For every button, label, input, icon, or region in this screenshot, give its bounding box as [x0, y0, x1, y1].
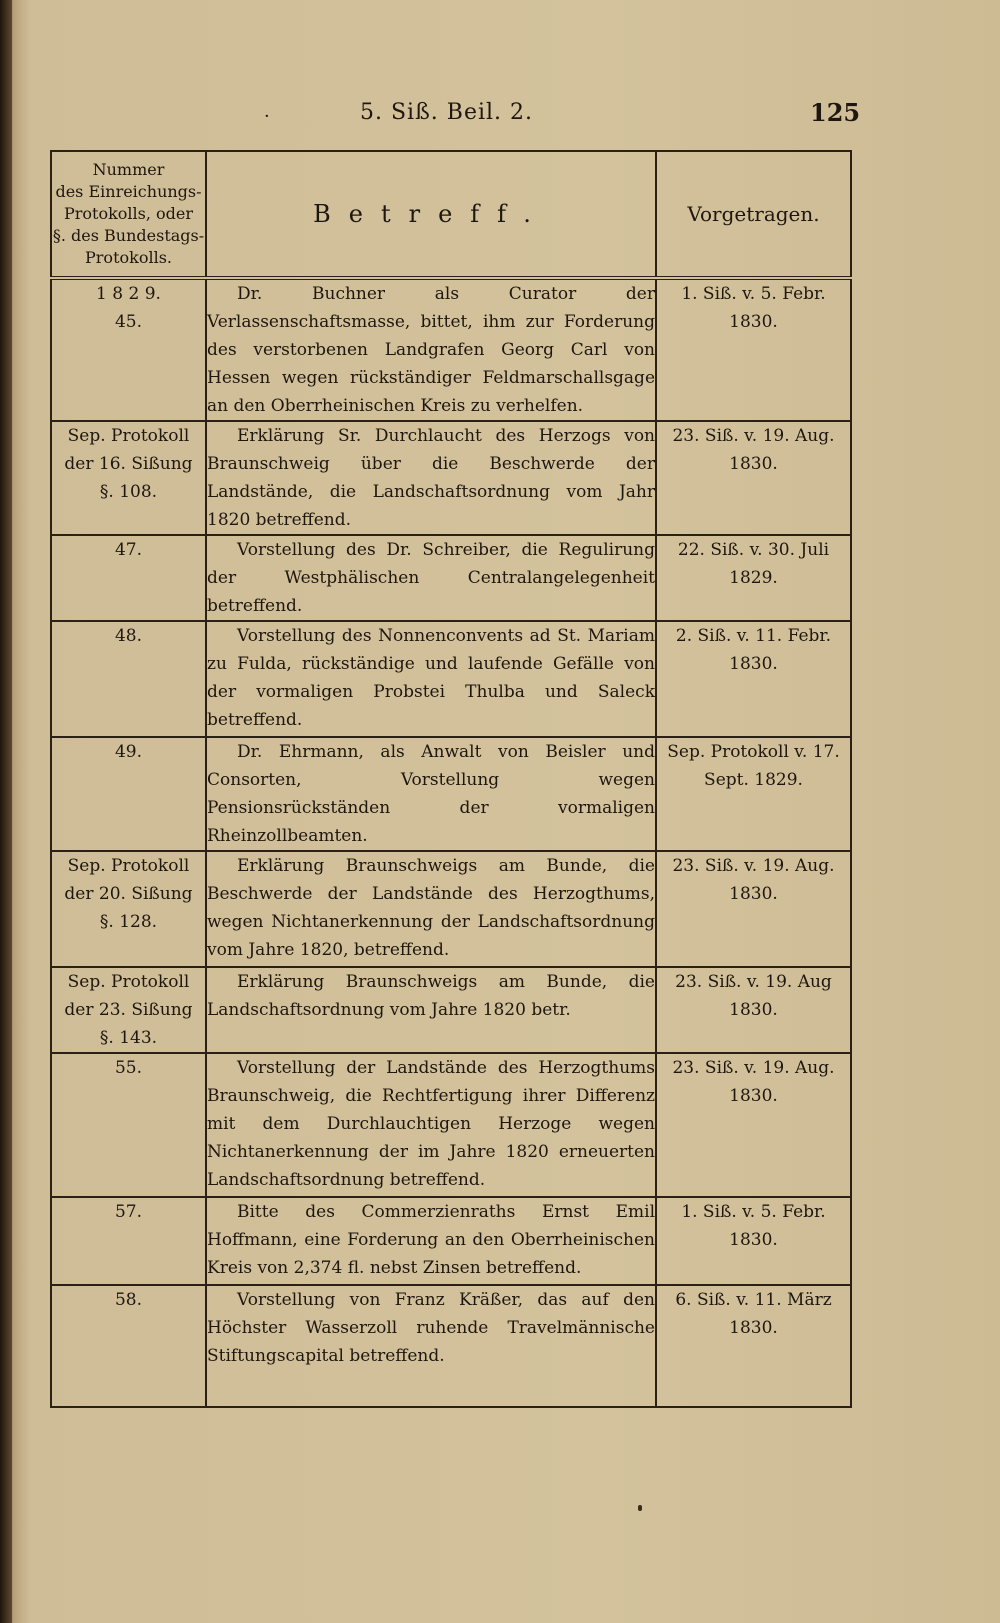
entry-presented — [656, 1053, 851, 1197]
table-row — [51, 737, 851, 851]
entry-subject: Vorstellung von Franz Kräßer, das auf den Höchster Wasserzoll ruhende Travelmännische Stiftungscapital betreffend. — [206, 1285, 656, 1407]
entry-number-line: §. 128. — [99, 912, 158, 932]
entry-presented — [656, 421, 851, 535]
entry-number-line: 55. — [114, 1058, 143, 1078]
entry-number-line: Sep. Protokoll — [67, 426, 190, 446]
entry-subject: Vorstellung des Nonnenconvents ad St. Mariam zu Fulda, rückständige und laufende Gefälle von der vormaligen Probstei Thulba und Saleck betreffend. — [206, 621, 656, 737]
presented-line: 1830. — [729, 654, 778, 674]
header-subject-column: Betreff. — [206, 151, 656, 278]
book-spine-shadow — [0, 0, 12, 1623]
entry-number-line: 58. — [114, 1290, 143, 1310]
entry-subject: Dr. Ehrmann, als Anwalt von Beisler und Consorten, Vorstellung wegen Pensionsrückständen der vormaligen Rheinzollbeamten. — [206, 737, 656, 851]
table-row — [51, 967, 851, 1053]
ink-speck — [638, 1505, 642, 1511]
presented-line: 1. Siß. v. 5. Febr. — [681, 284, 826, 304]
header-presented-column: Vorgetragen. — [656, 151, 851, 278]
entry-number — [51, 535, 206, 621]
presented-line: 1830. — [729, 454, 778, 474]
presented-line: Sep. Protokoll v. 17. — [667, 742, 840, 762]
entry-number-line: 45. — [114, 312, 143, 332]
table-row — [51, 1053, 851, 1197]
entry-number-line: 48. — [114, 626, 143, 646]
presented-line: 22. Siß. v. 30. Juli — [677, 540, 830, 560]
presented-line: 2. Siß. v. 11. Febr. — [675, 626, 832, 646]
table-row — [51, 621, 851, 737]
entry-number — [51, 421, 206, 535]
table-row — [51, 278, 851, 421]
header-number-line: Protokolls. — [85, 248, 172, 267]
entry-presented — [656, 851, 851, 967]
entry-number-line: 57. — [114, 1202, 143, 1222]
table-row — [51, 1285, 851, 1407]
entry-number — [51, 621, 206, 737]
entry-subject: Erklärung Braunschweigs am Bunde, die Landschaftsordnung vom Jahre 1820 betr. — [206, 967, 656, 1053]
presented-line: 23. Siß. v. 19. Aug — [675, 972, 832, 992]
table-row — [51, 421, 851, 535]
presented-line: 1830. — [729, 1318, 778, 1338]
presented-line: Sept. 1829. — [704, 770, 803, 790]
presented-line: 1830. — [729, 1086, 778, 1106]
entry-number — [51, 1197, 206, 1285]
entry-number — [51, 278, 206, 421]
entry-number-line: der 20. Sißung — [64, 884, 193, 904]
header-number-line: des Einreichungs- — [55, 182, 202, 201]
register-table — [50, 150, 852, 1408]
page-number: 125 — [810, 98, 861, 127]
header-number-line: Nummer — [92, 160, 165, 179]
presented-line: 23. Siß. v. 19. Aug. — [672, 1058, 835, 1078]
entry-number — [51, 967, 206, 1053]
entry-subject: Vorstellung des Dr. Schreiber, die Regulirung der Westphälischen Centralangelegenheit betreffend. — [206, 535, 656, 621]
presented-line: 1830. — [729, 884, 778, 904]
entry-subject: Erklärung Braunschweigs am Bunde, die Beschwerde der Landstände des Herzogthums, wegen Nichtanerkennung der Landschaftsordnung vom Jahre 1820, betreffend. — [206, 851, 656, 967]
presented-line: 1830. — [729, 1230, 778, 1250]
table-row — [51, 1197, 851, 1285]
entry-number — [51, 737, 206, 851]
header-number-line: §. des Bundestags- — [52, 226, 205, 245]
entry-number-line: 47. — [114, 540, 143, 560]
entry-number-line: 1 8 2 9. — [96, 284, 161, 304]
presented-line: 1829. — [729, 568, 778, 588]
entry-number-line: 49. — [114, 742, 143, 762]
entry-subject: Erklärung Sr. Durchlaucht des Herzogs von Braunschweig über die Beschwerde der Landstände, die Landschaftsordnung vom Jahr 1820 betreffend. — [206, 421, 656, 535]
header-number-column — [51, 151, 206, 278]
entry-presented — [656, 1285, 851, 1407]
entry-number — [51, 1053, 206, 1197]
presented-line: 1830. — [729, 1000, 778, 1020]
entry-subject: Bitte des Commerzienraths Ernst Emil Hoffmann, eine Forderung an den Oberrheinischen Kreis von 2,374 fl. nebst Zinsen betreffend. — [206, 1197, 656, 1285]
table-row — [51, 535, 851, 621]
presented-line: 23. Siß. v. 19. Aug. — [672, 856, 835, 876]
entry-number-line: Sep. Protokoll — [67, 972, 190, 992]
entry-presented — [656, 967, 851, 1053]
entry-number-line: §. 143. — [99, 1028, 158, 1048]
presented-line: 23. Siß. v. 19. Aug. — [672, 426, 835, 446]
presented-line: 1830. — [729, 312, 778, 332]
entry-presented — [656, 737, 851, 851]
entry-number-line: Sep. Protokoll — [67, 856, 190, 876]
entry-presented — [656, 535, 851, 621]
presented-line: 1. Siß. v. 5. Febr. — [681, 1202, 826, 1222]
entry-subject: Dr. Buchner als Curator der Verlassenschaftsmasse, bittet, ihm zur Forderung des verstorbenen Landgrafen Georg Carl von Hessen wegen rückständiger Feldmarschallsgage an den Oberrheinischen Kreis zu verhelfen. — [206, 278, 656, 421]
entry-number — [51, 1285, 206, 1407]
table-header-row — [51, 151, 851, 278]
presented-line: 6. Siß. v. 11. März — [675, 1290, 832, 1310]
running-title: 5. Siß. Beil. 2. — [360, 100, 534, 125]
running-header — [0, 96, 1000, 136]
header-number-line: Protokolls, oder — [63, 204, 194, 223]
entry-number-line: der 23. Sißung — [64, 1000, 193, 1020]
entry-presented — [656, 1197, 851, 1285]
header-dot: · — [264, 106, 270, 127]
entry-subject: Vorstellung der Landstände des Herzogthums Braunschweig, die Rechtfertigung ihrer Differenz mit dem Durchlauchtigen Herzoge wegen Nichtanerkennung der im Jahre 1820 erneuerten Landschaftsordnung betreffend. — [206, 1053, 656, 1197]
entry-presented — [656, 621, 851, 737]
entry-number — [51, 851, 206, 967]
entry-number-line: §. 108. — [99, 482, 158, 502]
entry-presented — [656, 278, 851, 421]
table-row — [51, 851, 851, 967]
entry-number-line: der 16. Sißung — [64, 454, 193, 474]
